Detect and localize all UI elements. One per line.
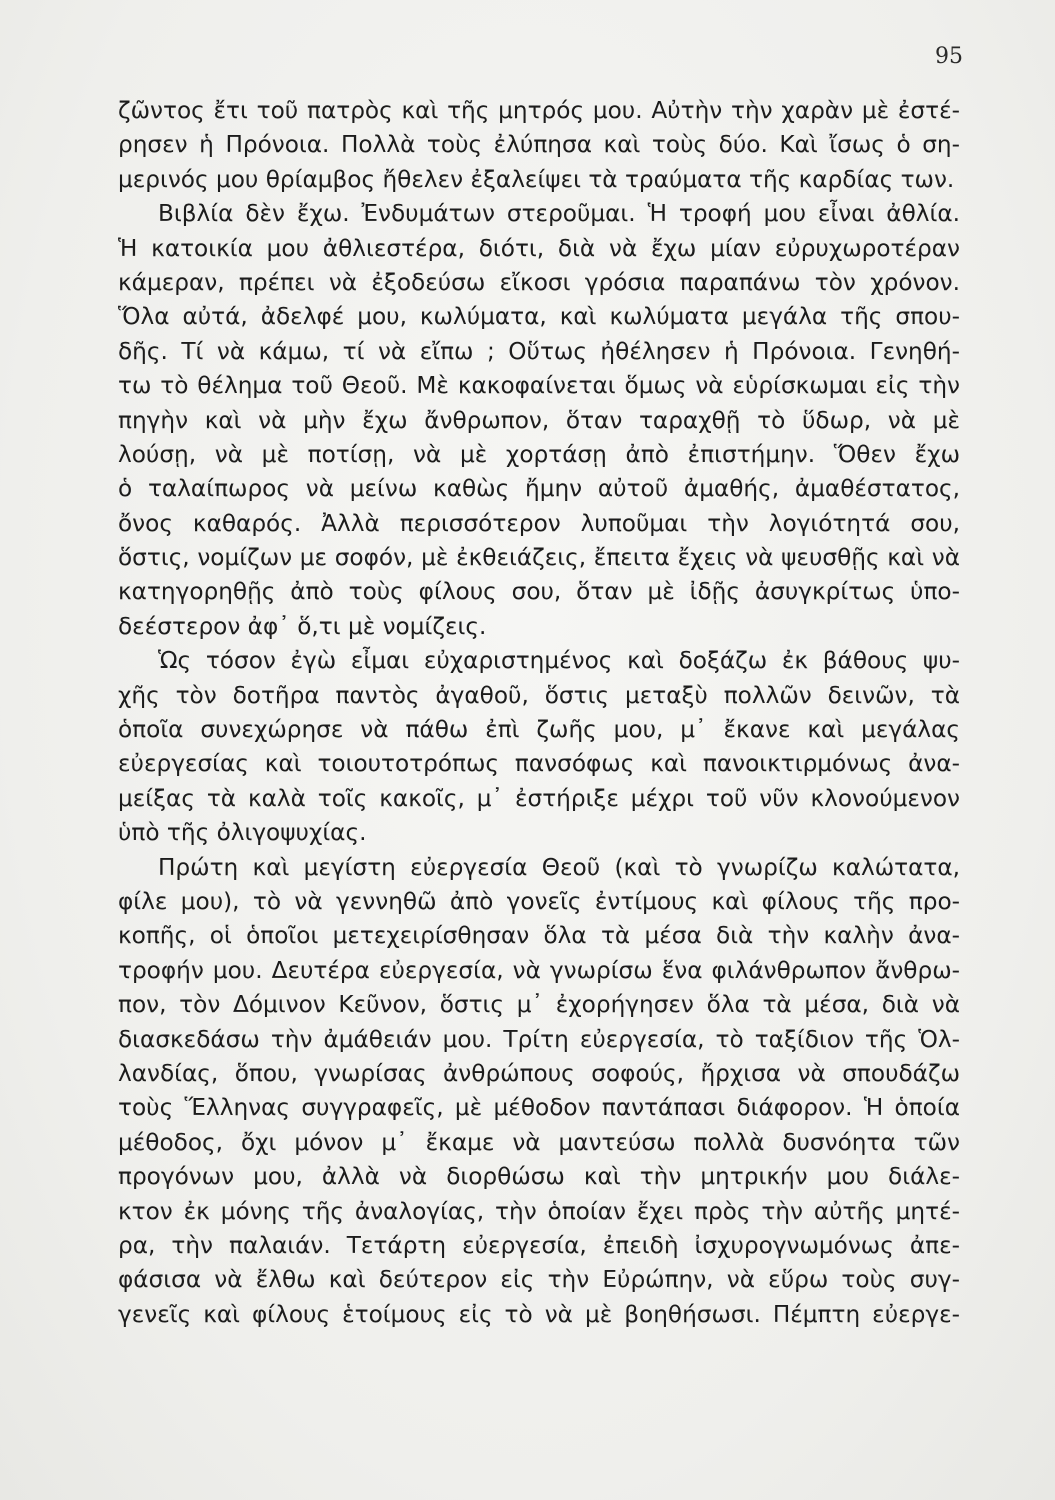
text-line: ὅστις, νομίζων με σοφόν, μὲ ἐκθειάζεις, ἔπειτα ἔχεις νὰ ψευσθῇς καὶ νὰ xyxy=(118,544,960,572)
text-line: τροφήν μου. Δευτέρα εὐεργεσία, νὰ γνωρίσω ἕνα φιλάνθρωπον ἄνθρω- xyxy=(118,956,960,984)
text-line: κατηγορηθῇς ἀπὸ τοὺς φίλους σου, ὅταν μὲ ἰδῇς ἀσυγκρίτως ὑπο- xyxy=(118,578,960,606)
text-line: ὄνος καθαρός. Ἀλλὰ περισσότερον λυποῦμαι τὴν λογιότητά σου, xyxy=(118,509,960,537)
text-line: λούσῃ, νὰ μὲ ποτίσῃ, νὰ μὲ χορτάσῃ ἀπὸ ἐπιστήμην. Ὅθεν ἔχω xyxy=(118,440,960,468)
text-line: κοπῆς, οἱ ὁποῖοι μετεχειρίσθησαν ὅλα τὰ μέσα διὰ τὴν καλὴν ἀνα- xyxy=(118,922,960,950)
text-line: Πρώτη καὶ μεγίστη εὐεργεσία Θεοῦ (καὶ τὸ γνωρίζω καλώτατα, xyxy=(158,853,960,881)
text-line: ὁ ταλαίπωρος νὰ μείνω καθὼς ἤμην αὐτοῦ ἀμαθής, ἀμαθέστατος, xyxy=(118,475,960,503)
text-line: πον, τὸν Δόμινον Κεῦνον, ὅστις μ᾽ ἐχορήγησεν ὅλα τὰ μέσα, διὰ νὰ xyxy=(118,991,960,1019)
text-line: χῆς τὸν δοτῆρα παντὸς ἀγαθοῦ, ὅστις μεταξὺ πολλῶν δεινῶν, τὰ xyxy=(118,681,960,709)
text-line: ὑπὸ τῆς ὀλιγοψυχίας. xyxy=(118,819,367,847)
text-line: λανδίας, ὅπου, γνωρίσας ἀνθρώπους σοφούς, ἤρχισα νὰ σπουδάζω xyxy=(118,1059,960,1087)
text-line: φίλε μου), τὸ νὰ γεννηθῶ ἀπὸ γονεῖς ἐντίμους καὶ φίλους τῆς προ- xyxy=(118,887,960,915)
text-line: Ἡ κατοικία μου ἀθλιεστέρα, διότι, διὰ νὰ ἔχω μίαν εὐρυχωροτέραν xyxy=(118,234,960,262)
text-line: ρα, τὴν παλαιάν. Τετάρτη εὐεργεσία, ἐπειδὴ ἰσχυρογνωμόνως ἀπε- xyxy=(118,1231,960,1259)
text-line: μείξας τὰ καλὰ τοῖς κακοῖς, μ᾽ ἐστήριξε μέχρι τοῦ νῦν κλονούμενον xyxy=(118,784,960,812)
text-line: κάμεραν, πρέπει νὰ ἐξοδεύσω εἴκοσι γρόσια παραπάνω τὸν χρόνον. xyxy=(118,268,960,296)
text-line: μέθοδος, ὄχι μόνον μ᾽ ἔκαμε νὰ μαντεύσω πολλὰ δυσνόητα τῶν xyxy=(118,1128,960,1156)
text-line: ζῶντος ἔτι τοῦ πατρὸς καὶ τῆς μητρός μου. Αὐτὴν τὴν χαρὰν μὲ ἐστέ- xyxy=(118,97,960,124)
text-line: τω τὸ θέλημα τοῦ Θεοῦ. Μὲ κακοφαίνεται ὅμως νὰ εὑρίσκωμαι εἰς τὴν xyxy=(118,372,960,400)
text-line: εὐεργεσίας καὶ τοιουτοτρόπως πανσόφως καὶ πανοικτιρμόνως ἀνα- xyxy=(118,750,960,778)
text-line: κτον ἐκ μόνης τῆς ἀναλογίας, τὴν ὁποίαν ἔχει πρὸς τὴν αὐτῆς μητέ- xyxy=(118,1197,960,1225)
body-text xyxy=(118,94,960,1332)
text-line: πηγὴν καὶ νὰ μὴν ἔχω ἄνθρωπον, ὅταν ταραχθῇ τὸ ὕδωρ, νὰ μὲ xyxy=(118,406,960,434)
text-line: φάσισα νὰ ἔλθω καὶ δεύτερον εἰς τὴν Εὐρώπην, νὰ εὕρω τοὺς συγ- xyxy=(118,1266,960,1294)
text-line: ρησεν ἡ Πρόνοια. Πολλὰ τοὺς ἐλύπησα καὶ τοὺς δύο. Καὶ ἴσως ὁ ση- xyxy=(118,131,960,159)
text-line: δεέστερον ἀφ᾽ ὅ,τι μὲ νομίζεις. xyxy=(118,612,487,640)
text-line: μερινός μου θρίαμβος ἤθελεν ἐξαλείψει τὰ τραύματα τῆς καρδίας των. xyxy=(118,165,955,193)
page-number: 95 xyxy=(935,44,963,69)
text-line: δῆς. Τί νὰ κάμω, τί νὰ εἴπω ; Οὕτως ἠθέλησεν ἡ Πρόνοια. Γενηθή- xyxy=(118,337,960,365)
text-line: προγόνων μου, ἀλλὰ νὰ διορθώσω καὶ τὴν μητρικήν μου διάλε- xyxy=(118,1163,960,1191)
text-line: Ὅλα αὐτά, ἀδελφέ μου, κωλύματα, καὶ κωλύματα μεγάλα τῆς σπου- xyxy=(118,303,960,331)
text-line: διασκεδάσω τὴν ἀμάθειάν μου. Τρίτη εὐεργεσία, τὸ ταξίδιον τῆς Ὁλ- xyxy=(118,1025,960,1053)
text-line: τοὺς Ἕλληνας συγγραφεῖς, μὲ μέθοδον παντάπασι διάφορον. Ἡ ὁποία xyxy=(118,1094,960,1122)
text-line: γενεῖς καὶ φίλους ἑτοίμους εἰς τὸ νὰ μὲ βοηθήσωσι. Πέμπτη εὐεργε- xyxy=(118,1300,960,1328)
text-line: ὁποῖα συνεχώρησε νὰ πάθω ἐπὶ ζωῆς μου, μ᾽ ἔκανε καὶ μεγάλας xyxy=(118,716,960,744)
text-line: Βιβλία δὲν ἔχω. Ἐνδυμάτων στεροῦμαι. Ἡ τροφή μου εἶναι ἀθλία. xyxy=(158,200,960,228)
text-line: Ὡς τόσον ἐγὼ εἶμαι εὐχαριστημένος καὶ δοξάζω ἐκ βάθους ψυ- xyxy=(158,647,960,675)
